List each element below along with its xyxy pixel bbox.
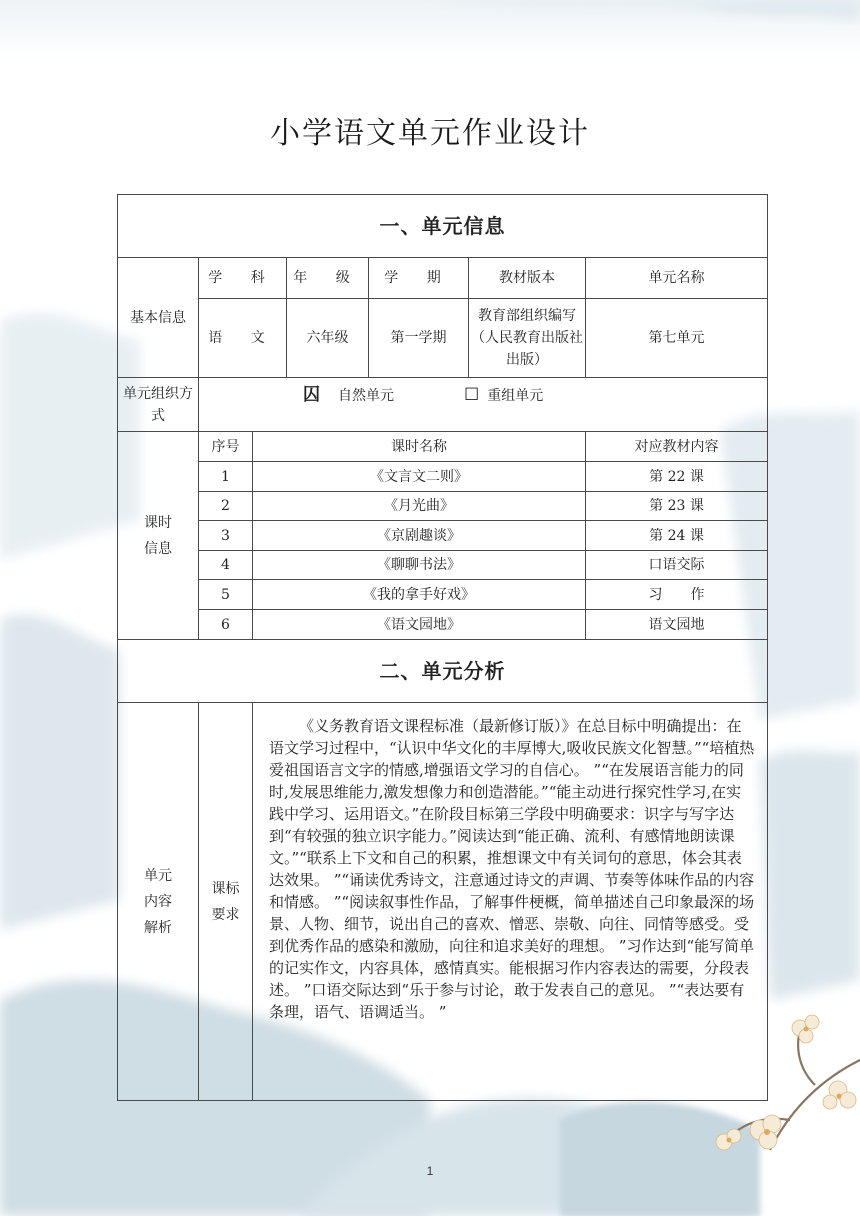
- lesson-name: 《京剧趣谈》: [253, 521, 586, 551]
- value-semester: 第一学期: [369, 299, 469, 378]
- value-textbook-version: 教育部组织编写（人民教育出版社出版）: [469, 299, 586, 378]
- page-title: 小学语文单元作业设计: [270, 116, 590, 151]
- lessons-label: [118, 432, 199, 640]
- table-row: [118, 580, 768, 610]
- value-unit-name: 第七单元: [586, 299, 768, 378]
- natural-unit-checkbox-checked-icon[interactable]: 囚: [303, 385, 320, 405]
- analysis-label-text: 单元内容解析: [144, 867, 172, 936]
- table-row: [118, 610, 768, 640]
- organize-label: 单元组织方式: [118, 378, 199, 432]
- lesson-no: 2: [199, 492, 253, 521]
- lesson-name: 《月光曲》: [253, 492, 586, 521]
- lessons-label-text: 课时信息: [144, 514, 172, 557]
- section-heading-unit-analysis: 二、单元分析: [118, 640, 768, 703]
- lesson-name: 《语文园地》: [253, 610, 586, 640]
- header-grade: 年 级: [287, 258, 369, 299]
- table-row: [118, 462, 768, 492]
- lesson-content: 语文园地: [586, 610, 768, 640]
- standards-label: [199, 703, 253, 1101]
- lessons-header-no: 序号: [199, 432, 253, 462]
- lessons-header-content: 对应教材内容: [586, 432, 768, 462]
- header-unit-name: 单元名称: [586, 258, 768, 299]
- lesson-content: 第 23 课: [586, 492, 768, 521]
- page-number: 1: [426, 1164, 434, 1178]
- value-grade: 六年级: [287, 299, 369, 378]
- unit-info-table: [117, 194, 768, 1101]
- lesson-content: 习 作: [586, 580, 768, 610]
- lesson-content: 口语交际: [586, 551, 768, 580]
- lesson-content: 第 24 课: [586, 521, 768, 551]
- lesson-content: 第 22 课: [586, 462, 768, 492]
- lesson-no: 4: [199, 551, 253, 580]
- header-semester: 学 期: [369, 258, 469, 299]
- table-row: [118, 521, 768, 551]
- lesson-name: 《文言文二则》: [253, 462, 586, 492]
- table-row: [118, 551, 768, 580]
- value-subject: 语 文: [199, 299, 287, 378]
- header-subject: 学 科: [199, 258, 287, 299]
- organize-options: [199, 378, 768, 432]
- basic-info-label: 基本信息: [118, 258, 199, 378]
- standards-requirements-text: 《义务教育语文课程标准（最新修订版）》在总目标中明确提出：在语文学习过程中，“认识中华文化的丰厚博大,吸收民族文化智慧。”“培植热爱祖国语言文字的情感,增强语文学习的自信心。 ”“在发展语言能力的同时,发展思维能力,激发想像力和创造潜能。”“能主动进行探究性学习,在实践中学习、运用语文。”在阶段目标第三学段中明确要求：识字与写字达到“有较强的独立识字能力。”阅读达到“能正确、流利、有感情地朗读课文。”“联系上下文和自己的积累，推想课文中有关词句的意思，体会其表达效果。 ”“诵读优秀诗文，注意通过诗文的声调、节奏等体味作品的内容和情感。 ”“阅读叙事性作品，了解事件梗概，简单描述自己印象最深的场景、人物、细节，说出自己的喜欢、憎恶、崇敬、向往、同情等感受。受到优秀作品的感染和激励，向往和追求美好的理想。 ”习作达到“能写简单的记实作文，内容具体，感情真实。能根据习作内容表达的需要，分段表述。 ”口语交际达到“乐于参与讨论，敢于发表自己的意见。 ”“表达要有条理，语气、语调适当。 ”: [253, 703, 768, 1101]
- lesson-no: 6: [199, 610, 253, 640]
- lesson-name: 《我的拿手好戏》: [253, 580, 586, 610]
- regroup-unit-checkbox-icon[interactable]: ☐: [464, 385, 480, 405]
- lessons-header-name: 课时名称: [253, 432, 586, 462]
- lesson-no: 1: [199, 462, 253, 492]
- natural-unit-label: 自然单元: [338, 388, 394, 404]
- analysis-label: [118, 703, 199, 1101]
- regroup-unit-label: 重组单元: [487, 388, 544, 404]
- lesson-name: 《聊聊书法》: [253, 551, 586, 580]
- header-textbook-version: 教材版本: [469, 258, 586, 299]
- standards-label-text: 课标要求: [211, 880, 240, 923]
- section-heading-unit-info: 一、单元信息: [118, 195, 768, 258]
- lesson-no: 5: [199, 580, 253, 610]
- lesson-no: 3: [199, 521, 253, 551]
- table-row: [118, 492, 768, 521]
